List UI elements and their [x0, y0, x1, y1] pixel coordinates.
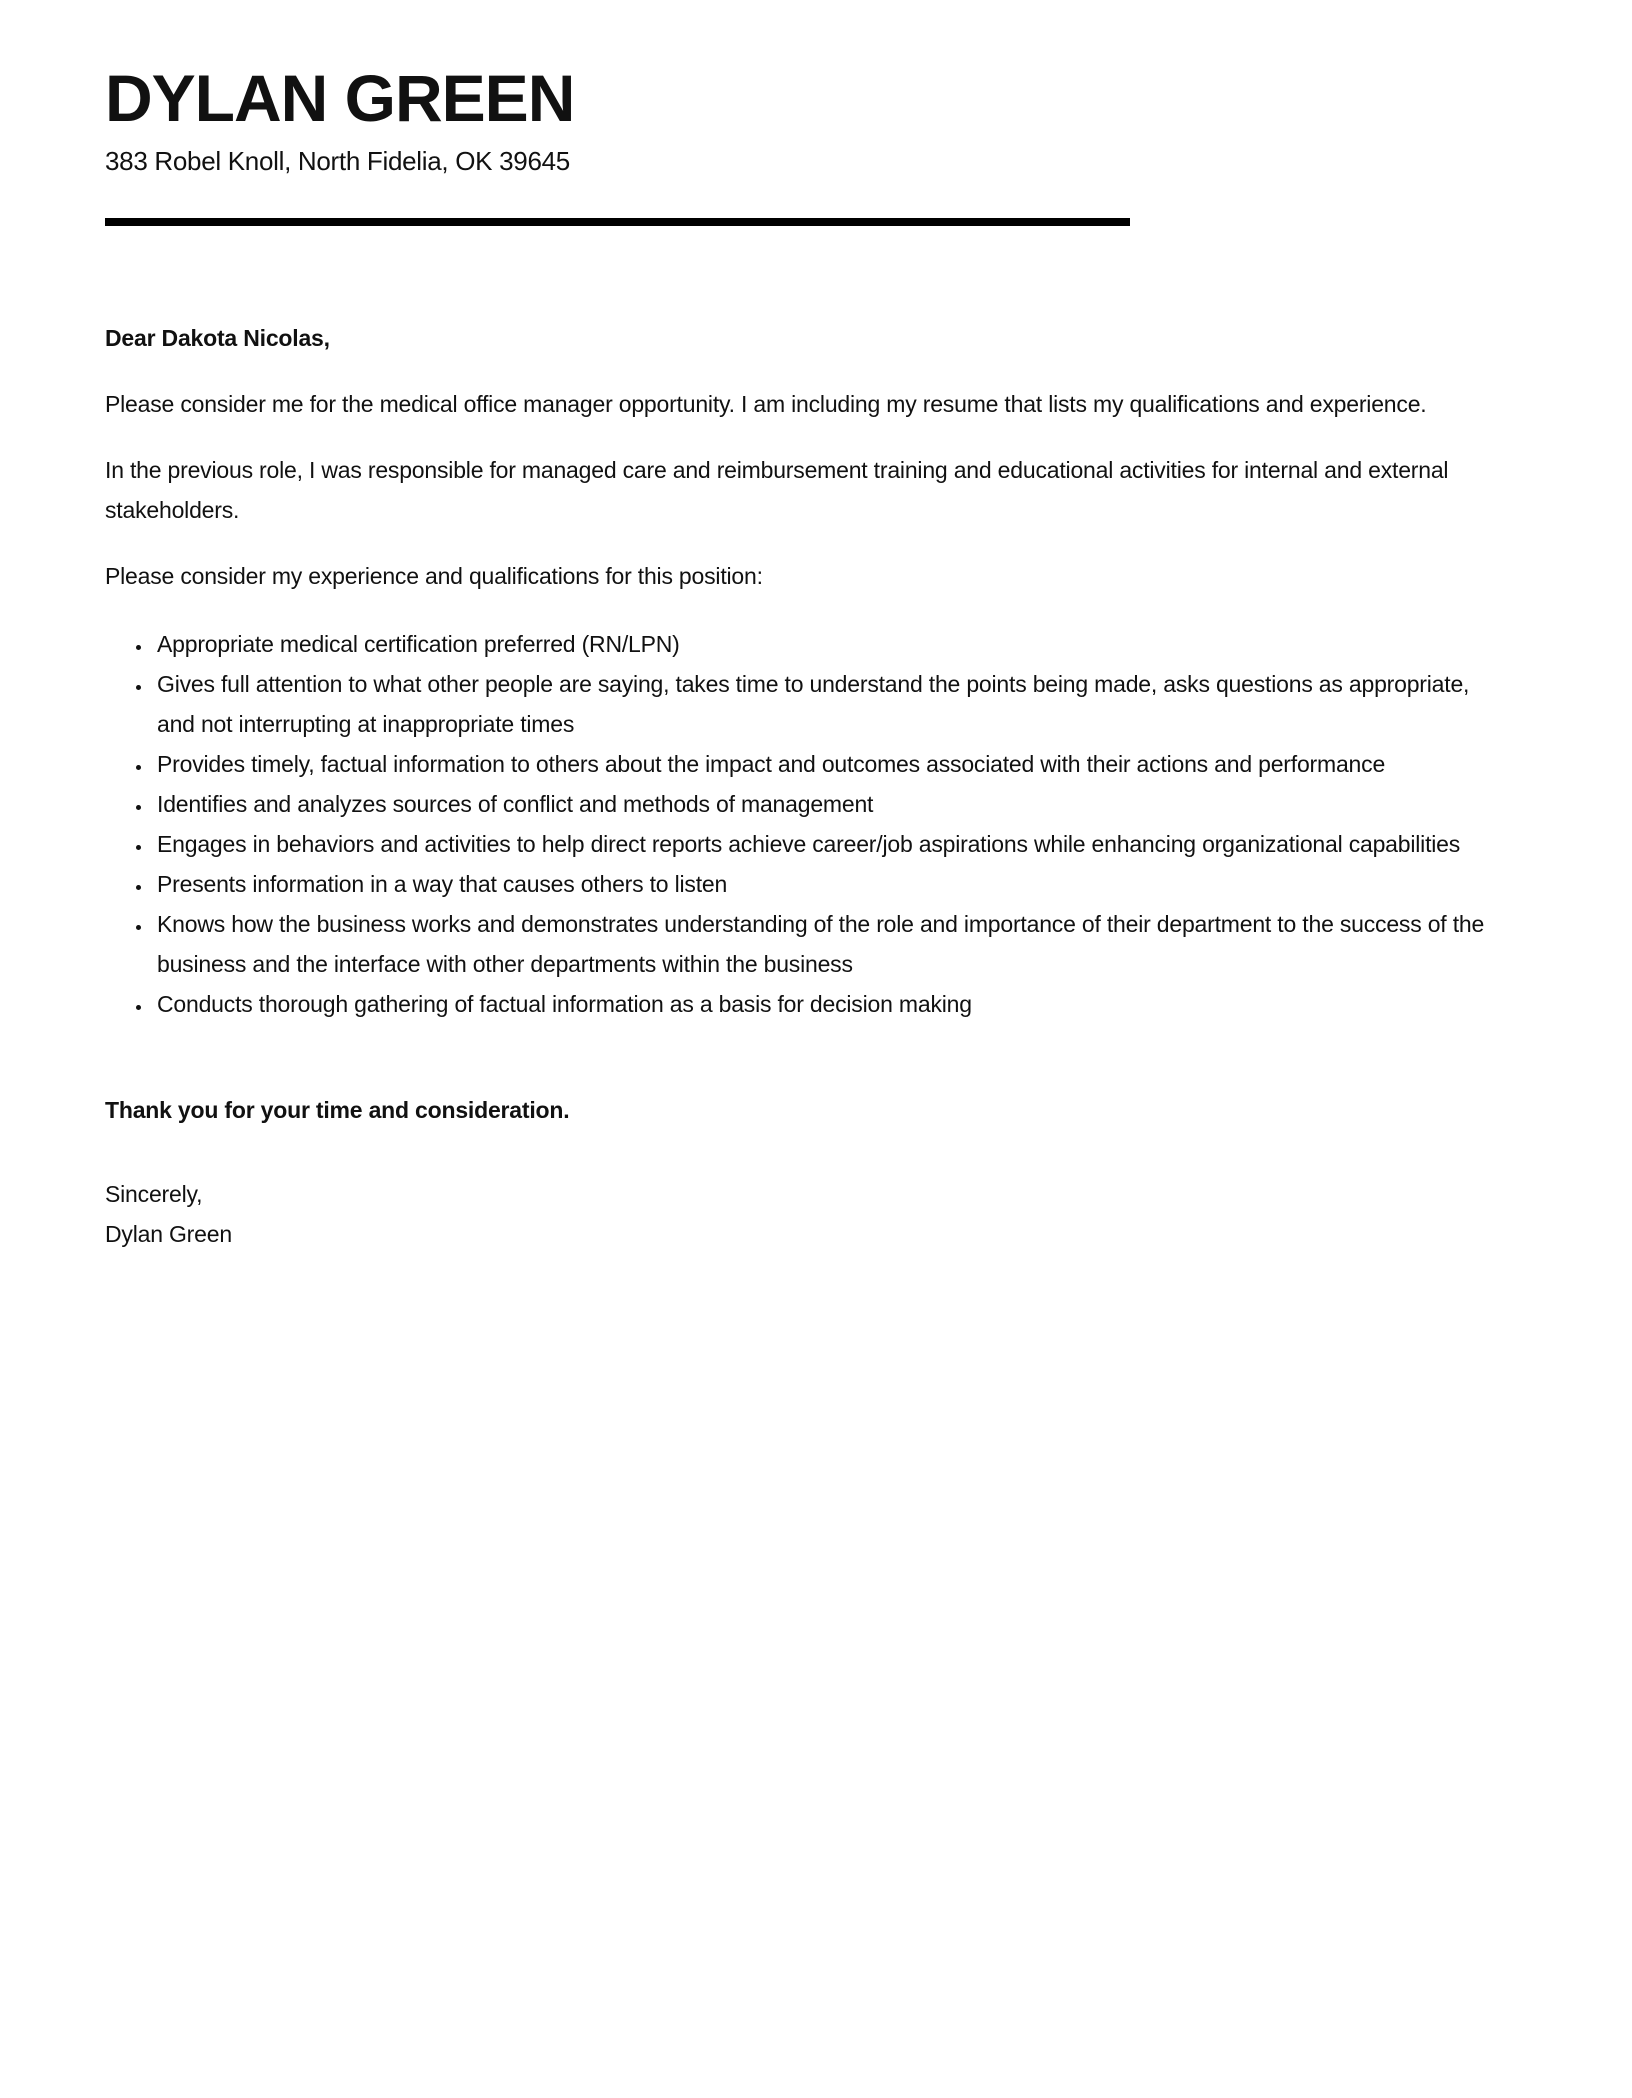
- signoff-block: [105, 1174, 1510, 1254]
- qualification-item: • Engages in behaviors and activities to help direct reports achieve career/job aspirations while enhancing organizational capabilities: [153, 824, 1510, 864]
- header-divider: [105, 218, 1130, 226]
- qualification-item: • Identifies and analyzes sources of conflict and methods of management: [153, 784, 1510, 824]
- qualification-item: • Gives full attention to what other people are saying, takes time to understand the points being made, asks questions as appropriate, and not interrupting at inappropriate times: [153, 664, 1510, 744]
- paragraph-opening: Please consider me for the medical office manager opportunity. I am including my resume that lists my qualifications and experience.: [105, 391, 1427, 418]
- paragraph-consider-qualifications: Please consider my experience and qualifications for this position:: [105, 563, 763, 590]
- paragraph-previous-role: In the previous role, I was responsible for managed care and reimbursement training and educational activities for internal and external stakeholders.: [105, 457, 1449, 524]
- qualification-item: • Presents information in a way that causes others to listen: [153, 864, 1510, 904]
- greeting-line: Dear Dakota Nicolas,: [105, 325, 330, 352]
- sender-address: 383 Robel Knoll, North Fidelia, OK 39645: [105, 145, 570, 176]
- sender-name: DYLAN GREEN: [105, 61, 575, 135]
- qualification-item: • Conducts thorough gathering of factual information as a basis for decision making: [153, 984, 1510, 1024]
- qualifications-list: [105, 624, 1510, 1024]
- qualification-item: • Provides timely, factual information to others about the impact and outcomes associated with their actions and performance: [153, 744, 1510, 784]
- letter-body: [105, 318, 1510, 1254]
- qualification-item: • Knows how the business works and demonstrates understanding of the role and importance of their department to the success of the business and the interface with other departments within the business: [153, 904, 1510, 984]
- thanks-line: Thank you for your time and consideration.: [105, 1097, 570, 1124]
- signature-name: Dylan Green: [105, 1221, 232, 1248]
- qualification-item: • Appropriate medical certification preferred (RN/LPN): [153, 624, 1510, 664]
- closing-word: Sincerely,: [105, 1181, 203, 1208]
- letter-header: [105, 62, 1512, 226]
